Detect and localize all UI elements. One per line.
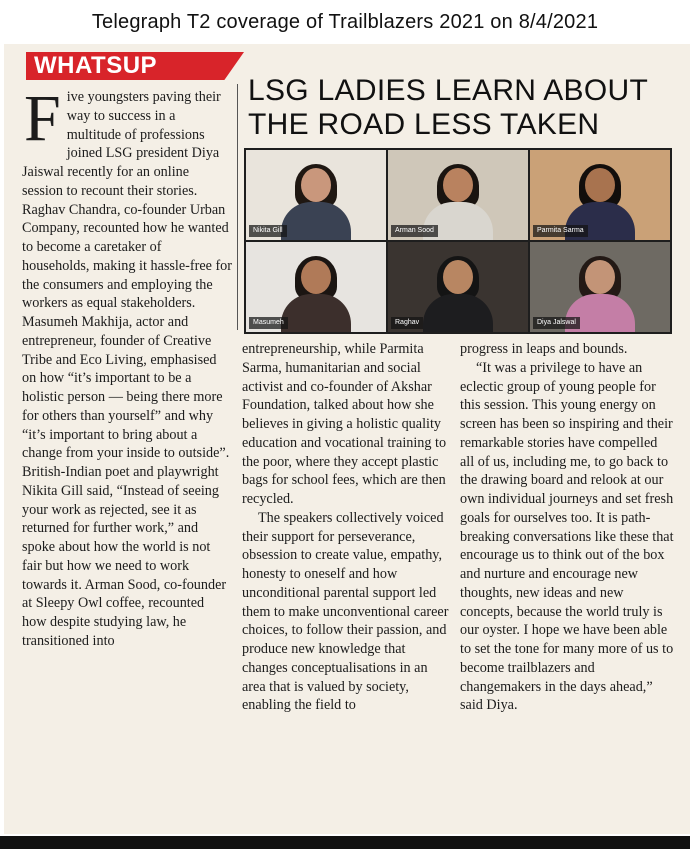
bottom-border [0,836,690,849]
participant-torso [423,294,493,332]
video-call-photo [244,148,672,334]
participant-head [443,260,473,294]
article-paragraph: “It was a privilege to have an eclectic group of young people for this session. This young energy on screen has been so inspiring and their remarkable stories have compelled all of us, including me, to go back to the drawing board and relook at our own individual journeys and set fresh goals for ourselves too. It is path-breaking conversations like these that encourage us to think out of the box and nurture and encourage new thoughts, new ideas and new concepts, because the world truly is our oyster. I hope we have been able to set the tone for many more of us to become trailblazers and changemakers in the days ahead,” said Diya. [460,359,674,714]
participant-torso [281,202,351,240]
article-column-2 [242,340,450,715]
participant-name: Diya Jalswal [533,317,580,329]
participant-name: Parmita Sarma [533,225,588,237]
drop-cap: F [24,82,61,155]
participant-figure [281,260,351,332]
participant-figure [281,168,351,240]
article-paragraph: entrepreneurship, while Parmita Sarma, humanitarian and social activist and co-founder of Akshar Foundation, talked about how she believes in giving a holistic quality education and vocational training to the poor, where they accept plastic bags for school fees, which are then recycled. [242,341,447,507]
article-paragraph: The speakers collectively voiced their support for perseverance, obsession to create value, empathy, honesty to oneself and how unconditional parental support led them to make unconventional career choices, to follow their passion, and produce new knowledge that changes conceptualisations in an area that is valued by society, enabling the field to [242,509,449,714]
participant-head [585,260,615,294]
headline-line-2: THE ROAD LESS TAKEN [248,108,600,141]
participant-torso [281,294,351,332]
participant-name: Arman Sood [391,225,438,237]
newspaper-clipping [4,44,690,834]
section-tag [26,52,157,80]
column-divider [237,84,238,330]
participant-tile [388,150,528,240]
participant-head [301,168,331,202]
article-column-3 [460,340,674,715]
participant-tile [530,150,670,240]
participant-name: Masumeh [249,317,288,329]
section-tag-label: WHATSUP [34,52,158,79]
participant-name: Raghav [391,317,423,329]
image-caption: Telegraph T2 coverage of Trailblazers 2021 on 8/4/2021 [0,0,690,44]
article-paragraph: ive youngsters paving their way to success in a multitude of professions joined LSG president Diya Jaiswal recently for an online session to recount their stories. Raghav Chandra, co-founder Urban Company, recounted how he wanted to become a caretaker of households, making it hassle-free for the consumers and employing the workers as equal stakeholders. Masumeh Makhija, actor and entrepreneur, founder of Creative Tribe and Eco Living, emphasised on how “it’s important to be a holistic person — being there more for others than yourself” and why “it’s important to bring about a change from your inside to outside”. British-Indian poet and playwright Nikita Gill said, “Instead of seeing your work as rejected, see it as returned for further work,” and spoke about how the world is not fair but how we need to work towards it. Arman Sood, co-founder at Sleepy Owl coffee, recounted how despite studying law, he transitioned into [22,89,232,649]
headline [248,74,678,142]
article-paragraph: progress in leaps and bounds. [460,341,628,357]
participant-head [443,168,473,202]
participant-tile [246,150,386,240]
participant-head [301,260,331,294]
participant-figure [423,260,493,332]
participant-head [585,168,615,202]
participant-name: Nikita Gill [249,225,287,237]
participant-tile [246,242,386,332]
participant-tile [388,242,528,332]
participant-tile [530,242,670,332]
headline-line-1: LSG LADIES LEARN ABOUT [248,74,649,107]
article-column-1 [22,82,232,651]
